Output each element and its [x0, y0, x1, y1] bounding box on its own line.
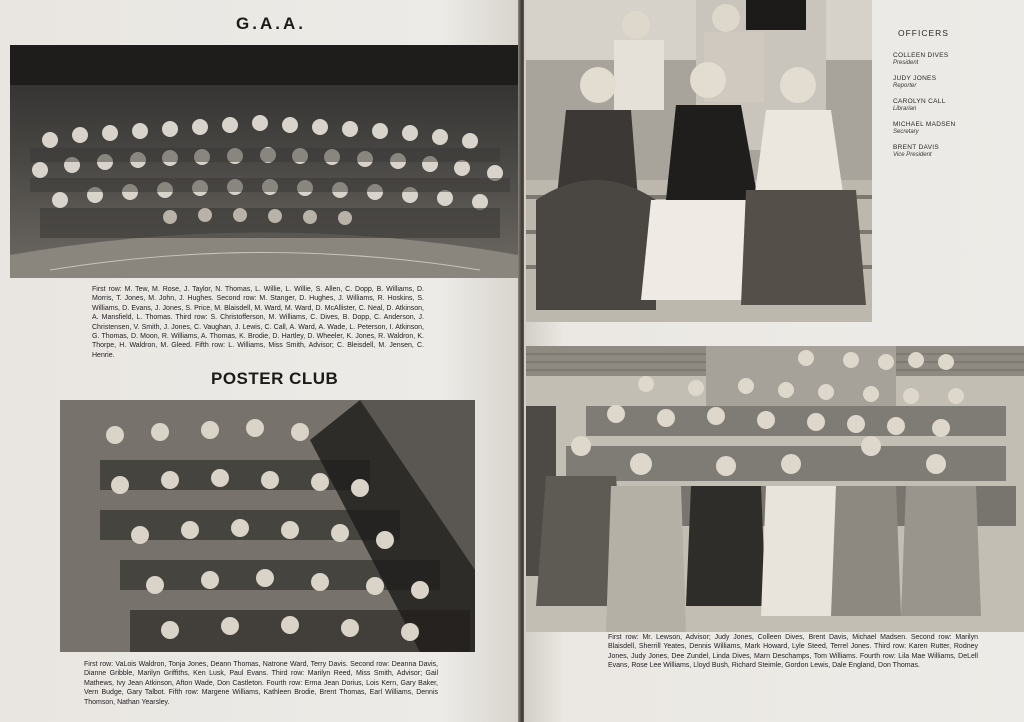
officer-name: CAROLYN CALL — [893, 98, 946, 105]
officer-role: Librarian — [893, 106, 917, 112]
officer-entry — [893, 98, 1014, 113]
officer-role: Reporter — [893, 83, 917, 89]
officer-name: JUDY JONES — [893, 75, 937, 82]
officers-photo — [526, 0, 872, 322]
poster-club-caption: First row: VaLois Waldron, Tonja Jones, Deann Thomas, Natrone Ward, Terry Davis. Second row: Deanna Davis, Dianne Gribble, Marilyn Griffiths, Ken Lusk, Paul Evans. Third row: Marilyn Reed, Miss Smith, Advisor; Gail Mathews, Ivy Jean Atkinson, Afton Wade, Don Castleton. Fourth row: Erma Jean Dorius, Lois Kern, Gary Baker, Vern Budge, Gary Talbot. Fifth row: Margene Williams, Kathleen Brodie, Brent Thomas, Earl Williams, Dennis Thomson, Nathan Yearsley. — [84, 661, 438, 706]
officer-role: Secretary — [893, 129, 919, 135]
officer-name: MICHAEL MADSEN — [893, 121, 956, 128]
officers-title: OFFICERS — [898, 28, 949, 38]
poster-club-photo — [60, 400, 475, 652]
poster-club-title: POSTER CLUB — [211, 369, 339, 388]
officers-list — [882, 28, 1014, 167]
gaa-group-photo — [10, 45, 518, 278]
officer-entry — [893, 121, 1014, 136]
officer-name: COLLEEN DIVES — [893, 52, 949, 59]
club-group-caption: First row: Mr. Lewson, Advisor; Judy Jones, Colleen Dives, Brent Davis, Michael Madsen. Second row: Marilyn Blaisdell, Sherrill Yeates, Dennis Williams, Mark Howard, Lyle Steed, Terrel Jones. Third row: Karen Rutter, Rodney Jones, Judy Jones, Dee Zundel, Linda Dives, Marn Deschamps, Tom Williams. Fourth row: Lila Mae Williams, DeLell Evans, Rose Lee Williams, Lloyd Bush, Richard Steimle, Gordon Lewis, Dale England, Don Thomas. — [608, 634, 978, 670]
club-group-photo — [526, 346, 1024, 632]
officer-name: BRENT DAVIS — [893, 144, 940, 151]
gaa-title: G.A.A. — [236, 14, 306, 33]
officer-entry — [893, 144, 1014, 159]
officer-role: Vice President — [893, 152, 932, 158]
gaa-caption: First row: M. Tew, M. Rose, J. Taylor, N. Thomas, L. Willie, L. Willie, S. Allen, C. Dopp, B. Williams, D. Morris, T. Jones, M. John, J. Hughes. Second row: M. Stanger, D. Hughes, J. Williams, R. Hoskins, S. Williams, D. Evans, J. Jones, S. Price, M. Blaisdell, M. Ward, M. Ward, D. McAllister, C. Neal, D. Atkinson, A. Mansfield, L. Thomas. Third row: S. Christofferson, M. Williams, C. Dives, B. Dopp, C. Anderson, J. Christensen, V. Smith, J. Jones, C. Vaughan, J. Lewis, C. Call, A. Ward, A. Wade, L. Peterson, I. Atkinson, G. Thomas, D. Moon, R. Williams, A. Thomas, K. Brodie, D. Hartley, D. Wheeler, K. Jones, R. Waldron, K. Thorpe, H. Waldron, M. Gleed. Fifth row: L. Williams, Miss Smith, Advisor; C. Bleisdell, M. Jensen, C. Henrie. — [92, 286, 424, 359]
officer-entry — [893, 52, 1014, 67]
officer-role: President — [893, 60, 919, 66]
officer-entry — [893, 75, 1014, 90]
